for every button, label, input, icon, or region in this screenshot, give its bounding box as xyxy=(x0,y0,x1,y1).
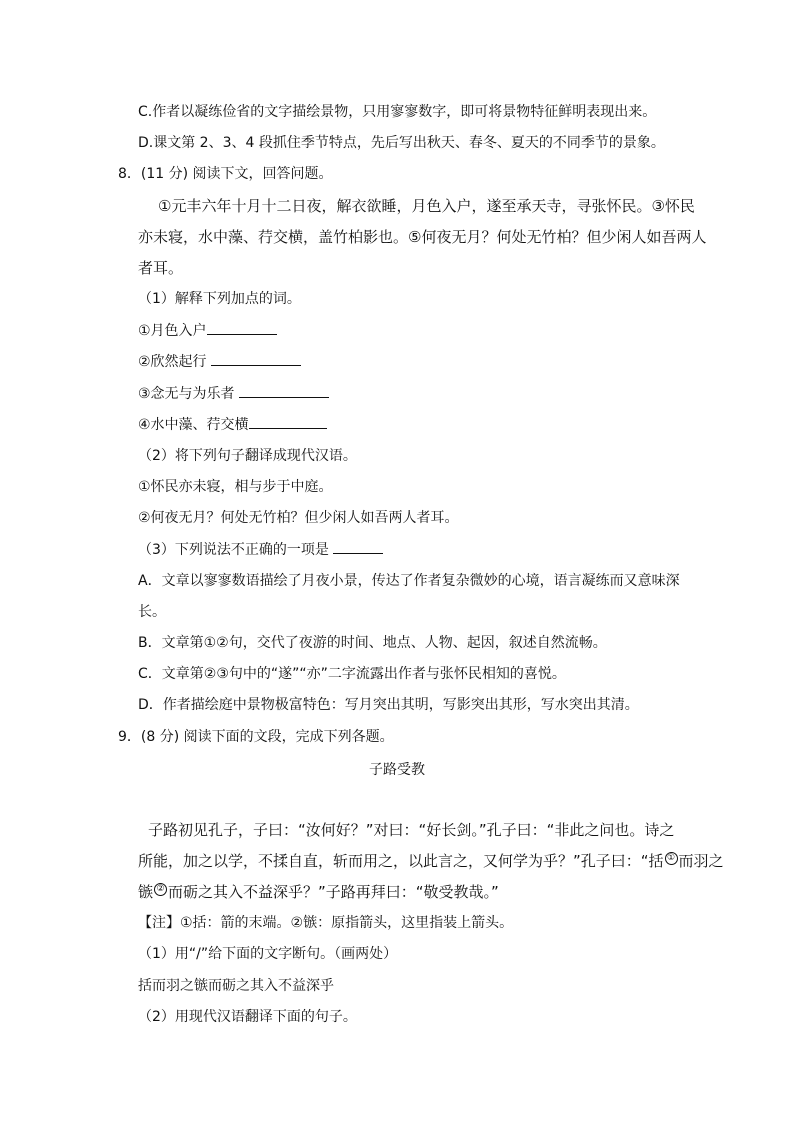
q9-sub1: （1）用“/”给下面的文字断句。（画两处） xyxy=(138,946,398,962)
answer-blank[interactable] xyxy=(239,383,329,398)
q9-note: 【注】①括：箭的末端。②镞：原指箭头，这里指装上箭头。 xyxy=(138,915,514,931)
question-8-title: 8．(11 分) 阅读下文，回答问题。 xyxy=(118,166,333,182)
question-9-title: 9．(8 分) 阅读下面的文段，完成下列各题。 xyxy=(118,729,394,745)
q8-option-b: B．文章第①②句，交代了夜游的时间、地点、人物、起因，叙述自然流畅。 xyxy=(138,635,607,651)
passage-line-2: 亦未寝，水中藻、荇交横，盖竹柏影也。⑤何夜无月？何处无竹柏？但少闲人如吾两人 xyxy=(138,228,707,246)
q8-word-4: ④水中藻、荇交横 xyxy=(138,414,327,435)
option-c: C.作者以凝练俭省的文字描绘景物，只用寥寥数字，即可将景物特征鲜明表现出来。 xyxy=(138,104,657,120)
footnote-marker-1: ① xyxy=(665,852,678,865)
q9-passage-line-2: 所能，加之以学，不揉自直，斩而用之，以此言之，又何学为乎？”孔子曰：“括 ① 而羽之 xyxy=(138,852,724,870)
q8-word-3: ③念无与为乐者 xyxy=(138,383,329,404)
answer-blank[interactable] xyxy=(333,539,383,554)
q9-sentence-1: 括而羽之镞而砺之其入不益深乎 xyxy=(138,978,334,994)
option-d: D.课文第 2、3、4 段抓住季节特点，先后写出秋天、春冬、夏天的不同季节的景象。 xyxy=(138,135,665,151)
q8-translate-1: ①怀民亦未寝，相与步于中庭。 xyxy=(138,479,333,495)
answer-blank[interactable] xyxy=(211,351,301,366)
passage-heading: 子路受教 xyxy=(369,762,425,778)
q8-option-a-line-2: 长。 xyxy=(138,604,166,620)
q8-word-1: ①月色入户 xyxy=(138,320,277,341)
q8-sub1: （1）解释下列加点的词。 xyxy=(138,291,301,307)
passage-line-3: 者耳。 xyxy=(138,259,184,277)
q9-passage-line-1: 子路初见孔子，子曰：“汝何好？”对曰：“好长剑。”孔子曰：“非此之问也。诗之 xyxy=(148,821,675,839)
q9-sub2: （2）用现代汉语翻译下面的句子。 xyxy=(138,1009,357,1025)
q8-sub3: （3）下列说法不正确的一项是 xyxy=(138,539,383,560)
q8-word-2: ②欣然起行 xyxy=(138,351,301,372)
q9-passage-line-3: 镞 ② 而砺之其入不益深乎？”子路再拜曰：“敬受教哉。” xyxy=(138,883,499,901)
q8-sub2: （2）将下列句子翻译成现代汉语。 xyxy=(138,448,357,464)
q8-option-d: D．作者描绘庭中景物极富特色：写月突出其明，写影突出其形，写水突出其清。 xyxy=(138,697,639,713)
answer-blank[interactable] xyxy=(249,414,327,429)
q8-translate-2: ②何夜无月？何处无竹柏？但少闲人如吾两人者耳。 xyxy=(138,510,459,526)
footnote-marker-2: ② xyxy=(154,883,167,896)
answer-blank[interactable] xyxy=(207,320,277,335)
q8-option-a-line-1: A．文章以寥寥数语描绘了月夜小景，传达了作者复杂微妙的心境，语言凝练而又意味深 xyxy=(138,573,680,589)
q8-option-c: C．文章第②③句中的“遂”“亦”二字流露出作者与张怀民相知的喜悦。 xyxy=(138,666,566,682)
passage-line-1: ①元丰六年十月十二日夜，解衣欲睡，月色入户，遂至承天寺，寻张怀民。③怀民 xyxy=(158,197,695,215)
